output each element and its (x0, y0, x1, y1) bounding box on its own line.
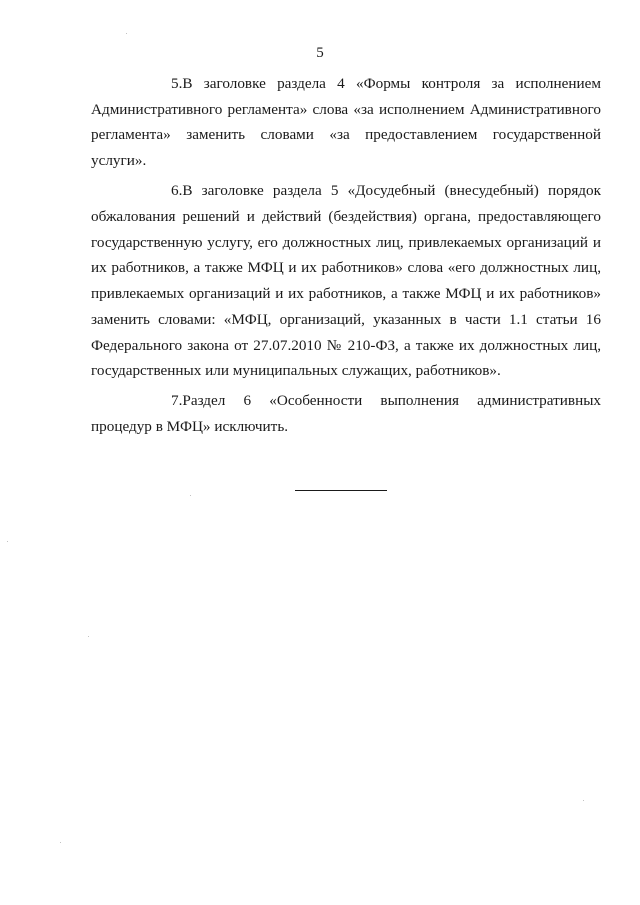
end-separator-line (295, 490, 387, 491)
scan-speck (88, 636, 89, 637)
paragraph-text: В заголовке раздела 5 «Досудебный (внесудебный) порядок обжалования решений и действий (бездействия) органа, предоставляющего государственную услугу, его должностных лиц, привлекаемых организаций и их работников, а также МФЦ и их работников» слова «его должностных лиц, привлекаемых организаций и их работников, а также МФЦ и их работников» заменить словами: «МФЦ, организаций, указанных в части 1.1 статьи 16 Федерального закона от 27.07.2010 № 210-ФЗ, а также их должностных лиц, государственных или муниципальных служащих, работников». (91, 182, 601, 380)
paragraph-number: 5. (171, 75, 183, 92)
scan-speck (126, 33, 127, 34)
paragraph-number: 6. (171, 182, 183, 200)
paragraph-number: 7. (171, 392, 183, 410)
scan-speck (190, 495, 191, 496)
page-number: 5 (316, 45, 324, 61)
scan-speck (60, 842, 61, 843)
paragraph-5 (91, 71, 601, 174)
paragraph-6 (91, 178, 601, 384)
scan-speck (583, 800, 584, 801)
scan-speck (7, 541, 8, 542)
paragraph-text: Раздел 6 «Особенности выполнения административных процедур в МФЦ» исключить. (91, 392, 601, 436)
paragraph-7 (91, 388, 601, 439)
document-body (91, 71, 601, 444)
paragraph-text: В заголовке раздела 4 «Формы контроля за исполнением Административного регламента» слова «за исполнением Административного регламента» заменить словами «за предоставлением государственной услуги». (91, 75, 601, 170)
